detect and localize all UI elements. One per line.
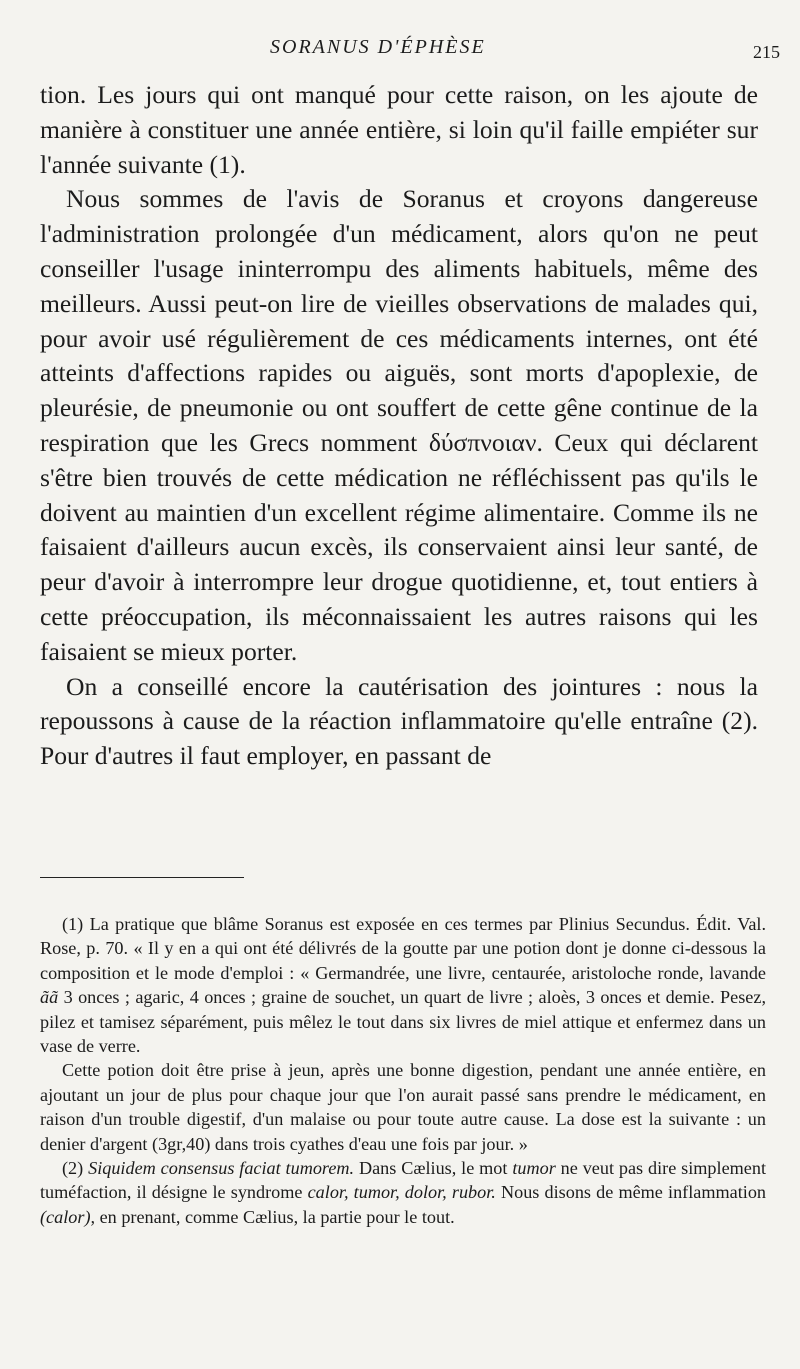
paragraph: Nous sommes de l'avis de Soranus et croyons dangereuse l'administration prolongée d'un médicament, alors qu'on ne peut conseiller l'usage ininterrompu des aliments habituels, même des meilleurs. Aussi peut-on lire de vieilles observations de malades qui, pour avoir usé régulièrement de ces médicaments internes, ont été atteints d'affections rapides ou aiguës, sont morts d'apoplexie, de pleurésie, de pneumonie ou ont souffert de cette gêne continue de la respiration que les Grecs nomment δύσπνοιαν. Ceux qui déclarent s'être bien trouvés de cette médication ne réfléchissent pas qu'ils le doivent au maintien d'un excellent régime alimentaire. Comme ils ne faisaient d'ailleurs aucun excès, ils conservaient ainsi leur santé, de peur d'avoir à interrompre leur drogue quotidienne, et, tout entiers à cette préoccupation, ils méconnaissaient les autres raisons qui les faisaient se mieux porter.: [40, 184, 758, 666]
footnotes: [40, 912, 766, 1229]
paragraph-continued: tion. Les jours qui ont manqué pour cette raison, on les ajoute de manière à constituer une année entière, si loin qu'il faille empiéter sur l'année suivante (1).: [40, 80, 758, 179]
footnote-text: en prenant, comme Cælius, la partie pour le tout.: [99, 1206, 455, 1227]
footnote-term: (calor),: [40, 1206, 96, 1227]
running-head: [0, 34, 800, 64]
footnote-text: 3 onces ; agaric, 4 onces ; graine de souchet, un quart de livre ; aloès, 3 onces et demie. Pesez, pilez et tamisez séparément, puis mêlez le tout dans six livres de miel attique et enfermez dans un vase de verre.: [40, 987, 767, 1057]
footnote-1: [40, 912, 766, 1058]
footnote-text: ne veut pas dire simplement tuméfaction, il désigne le syndrome: [40, 1158, 767, 1203]
page-number: 215: [753, 42, 780, 62]
main-text: [40, 78, 758, 774]
footnote-marker: (2): [62, 1158, 84, 1179]
footnote-text: Nous disons de même inflammation: [500, 1182, 767, 1203]
footnote-1-continued: Cette potion doit être prise à jeun, après une bonne digestion, pendant une année entière, en ajoutant un jour de plus pour chaque jour que l'on aurait passé sans prendre le médicament, en raison d'un trouble digestif, d'un malaise ou pour toute autre cause. La dose est la suivante : un denier d'argent (3gr,40) dans trois cyathes d'eau une fois par jour. »: [40, 1060, 766, 1154]
running-title: SORANUS D'ÉPHÈSE: [270, 36, 486, 58]
footnote-text: Dans Cælius, le mot: [358, 1158, 508, 1179]
paragraph: On a conseillé encore la cautérisation des jointures : nous la repoussons à cause de la réaction inflammatoire qu'elle entraîne (2). Pour d'autres il faut employer, en passant de: [40, 671, 758, 771]
footnote-2: [40, 1156, 766, 1229]
footnote-text: (1) La pratique que blâme Soranus est exposée en ces termes par Plinius Secundus. Édit. Val. Rose, p. 70. « Il y en a qui ont été délivrés de la goutte par une potion dont je donne ci-dessous la composition et le mode d'emploi : « Germandrée, une livre, centaurée, aristoloche ronde, lavande: [40, 914, 766, 983]
footnote-term: tumor, dolor, rubor.: [353, 1182, 496, 1203]
footnote-separator: [40, 877, 244, 878]
footnote-term: tumor: [512, 1158, 556, 1179]
footnote-latin-quote: Siquidem consensus faciat tumorem.: [88, 1158, 355, 1179]
footnote-term: calor,: [307, 1182, 349, 1203]
footnote-abbreviation: ãã: [40, 987, 59, 1008]
